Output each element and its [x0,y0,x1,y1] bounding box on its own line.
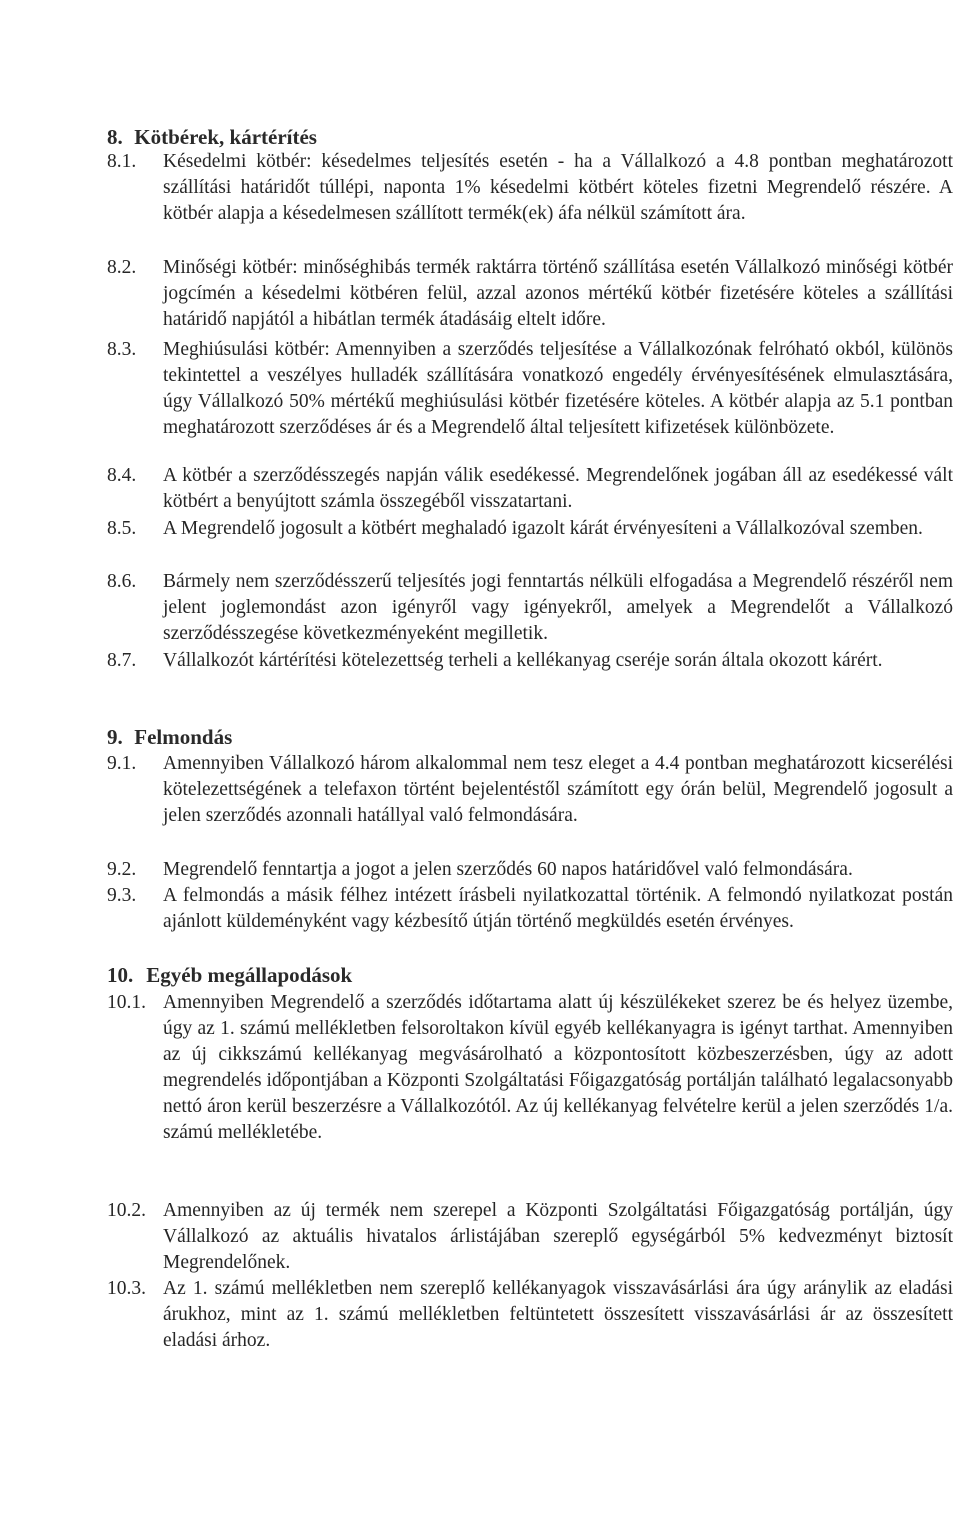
section-title: Felmondás [134,725,233,749]
section-number: 9. [107,725,123,749]
item-8-4: A kötbér a szerződésszegés napján válik esedékessé. Megrendelőnek jogában áll az esedékessé vált kötbért a benyújtott számla összegéből visszatartani. [163,465,953,512]
section-9-heading [107,725,232,749]
item-number: 9.2. [107,859,137,880]
section-title: Egyéb megállapodások [146,963,353,987]
item-number: 8.6. [107,571,137,592]
item-10-1: Amennyiben Megrendelő a szerződés időtartama alatt új készülékeket szerez be és helyez üzembe, úgy az 1. számú mellékletben felsoroltakon kívül egyéb kellékanyagra is igényt tarthat. Amennyiben az új cikkszámú kellékanyag megvásárolható a központosított közbeszerzésben, úgy az adott megrendelés időpontjában a Központi Szolgáltatási Főigazgatóság portálján található legalacsonyabb nettó áron kerül beszerzésre a Vállalkozótól. Az új kellékanyag felvételre kerül a jelen szerződés 1/a. számú mellékletébe. [163,992,953,1143]
item-8-6: Bármely nem szerződésszerű teljesítés jogi fenntartás nélküli elfogadása a Megrendelő részéről nem jelent joglemondást azon igényről vagy igényekről, amelyek a Megrendelőt a Vállalkozó szerződésszegése következményeként megilletik. [163,571,953,644]
item-10-3: Az 1. számú mellékletben nem szereplő kellékanyagok visszavásárlási ára úgy aránylik az eladási árukhoz, mint az 1. számú mellékletben feltüntetett összesített visszavásárlási ár az összesített eladási árhoz. [163,1278,953,1351]
item-number: 9.1. [107,753,137,774]
item-8-1: Késedelmi kötbér: késedelmes teljesítés esetén - ha a Vállalkozó a 4.8 pontban meghatározott szállítási határidőt túllépi, naponta 1% késedelmi kötbért köteles fizetni Megrendelő részére. A kötbér alapja a késedelmesen szállított termék(ek) áfa nélkül számított ára. [163,151,953,224]
item-number: 9.3. [107,885,137,906]
section-8-heading [107,125,317,149]
item-8-3: Meghiúsulási kötbér: Amennyiben a szerződés teljesítése a Vállalkozónak felróható okból, különös tekintettel a veszélyes hulladék szállítására vonatkozó engedély érvényesítésének elmulasztására, úgy Vállalkozó 50% mértékű meghiúsulási kötbér fizetésére köteles. A kötbér alapja az 5.1 pontban meghatározott szerződéses ár és a Megrendelő által teljesített kifizetések különbözete. [163,339,953,438]
section-number: 8. [107,125,123,149]
item-10-2: Amennyiben az új termék nem szerepel a Központi Szolgáltatási Főigazgatóság portálján, úgy Vállalkozó az aktuális hivatalos árlistájában szereplő egységárból 5% kedvezményt biztosít Megrendelőnek. [163,1200,953,1273]
section-10-heading [107,963,352,987]
item-8-2: Minőségi kötbér: minőséghibás termék raktárra történő szállítása esetén Vállalkozó minőségi kötbér jogcímén a késedelmi kötbéren felül, azzal azonos mértékű kötbér fizetésére köteles a szállítási határidő napjától a hibátlan termék átadásáig eltelt időre. [163,257,953,330]
item-number: 8.3. [107,339,137,360]
item-9-2: Megrendelő fenntartja a jogot a jelen szerződés 60 napos határidővel való felmondására. [163,859,853,880]
item-number: 8.2. [107,257,137,278]
section-number: 10. [107,963,134,987]
item-number: 8.7. [107,650,137,671]
item-8-7: Vállalkozót kártérítési kötelezettség terheli a kellékanyag cseréje során általa okozott kárért. [163,650,883,671]
item-8-5: A Megrendelő jogosult a kötbért meghaladó igazolt kárát érvényesíteni a Vállalkozóval szemben. [163,518,923,539]
section-title: Kötbérek, kártérítés [134,125,317,149]
item-number: 10.1. [107,992,146,1013]
item-number: 10.3. [107,1278,146,1299]
item-number: 8.4. [107,465,137,486]
item-9-1: Amennyiben Vállalkozó három alkalommal nem tesz eleget a 4.4 pontban meghatározott kicserélési kötelezettségének a telefaxon történt bejelentéstől számított egy órán belül, Megrendelő jogosult a jelen szerződés azonnali hatállyal való felmondására. [163,753,953,826]
item-number: 8.5. [107,518,137,539]
item-number: 8.1. [107,151,137,172]
item-9-3: A felmondás a másik félhez intézett írásbeli nyilatkozattal történik. A felmondó nyilatkozat postán ajánlott küldeményként vagy kézbesítő útján történő megküldés esetén érvényes. [163,885,953,932]
item-number: 10.2. [107,1200,146,1221]
